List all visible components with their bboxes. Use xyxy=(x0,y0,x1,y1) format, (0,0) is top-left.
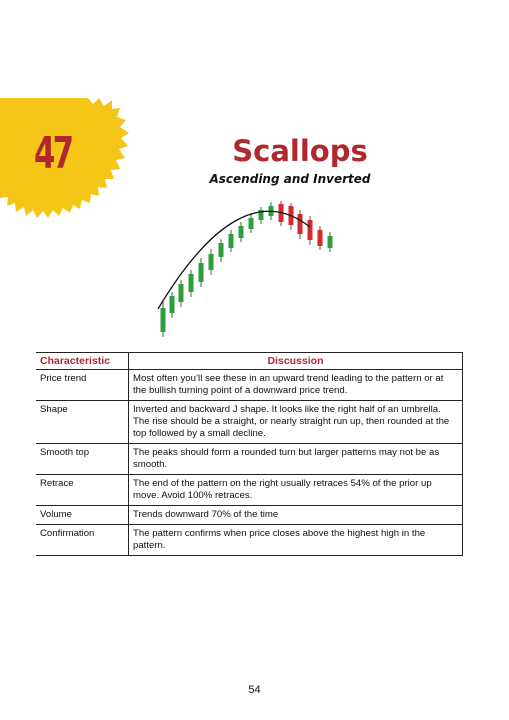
table-row xyxy=(36,525,463,556)
scallop-pattern-illustration xyxy=(150,192,340,342)
characteristics-table xyxy=(36,352,463,556)
bullish-candle xyxy=(209,254,214,270)
bearish-candle xyxy=(298,214,303,234)
row-label: Smooth top xyxy=(36,444,129,475)
bullish-candle xyxy=(239,226,244,238)
row-label: Shape xyxy=(36,401,129,444)
column-header-characteristic: Characteristic xyxy=(36,353,129,370)
row-discussion: Trends downward 70% of the time xyxy=(129,506,463,525)
row-discussion: The end of the pattern on the right usually retraces 54% of the prior up move. Avoid 100% retraces. xyxy=(129,475,463,506)
table-row xyxy=(36,370,463,401)
row-discussion: The pattern confirms when price closes above the highest high in the pattern. xyxy=(129,525,463,556)
bullish-candle xyxy=(229,234,234,248)
row-label: Price trend xyxy=(36,370,129,401)
bullish-candle xyxy=(249,218,254,229)
column-header-discussion: Discussion xyxy=(129,353,463,370)
bullish-candle xyxy=(199,263,204,282)
bullish-candle xyxy=(328,236,333,248)
row-discussion: The peaks should form a rounded turn but larger patterns may not be as smooth. xyxy=(129,444,463,475)
candlestick-group xyxy=(161,201,333,337)
page-subtitle: Ascending and Inverted xyxy=(209,172,371,186)
bearish-candle xyxy=(308,220,313,240)
row-label: Volume xyxy=(36,506,129,525)
row-label: Confirmation xyxy=(36,525,129,556)
page-number: 54 xyxy=(248,684,261,696)
bullish-candle xyxy=(189,274,194,292)
row-label: Retrace xyxy=(36,475,129,506)
chapter-number: 47 xyxy=(34,128,72,179)
bullish-candle xyxy=(179,284,184,302)
bullish-candle xyxy=(170,296,175,313)
table-row xyxy=(36,444,463,475)
bullish-candle xyxy=(161,308,166,332)
table-header-row xyxy=(36,353,463,370)
table-row xyxy=(36,506,463,525)
row-discussion: Most often you’ll see these in an upward trend leading to the pattern or at the bullish turning point of a downward price trend. xyxy=(129,370,463,401)
table-row xyxy=(36,475,463,506)
page-title: Scallops xyxy=(232,134,368,168)
row-discussion: Inverted and backward J shape. It looks like the right half of an umbrella. The rise should be a straight, or nearly straight run up, then rounded at the top followed by a small decline. xyxy=(129,401,463,444)
bullish-candle xyxy=(219,243,224,257)
bearish-candle xyxy=(318,230,323,246)
table-row xyxy=(36,401,463,444)
